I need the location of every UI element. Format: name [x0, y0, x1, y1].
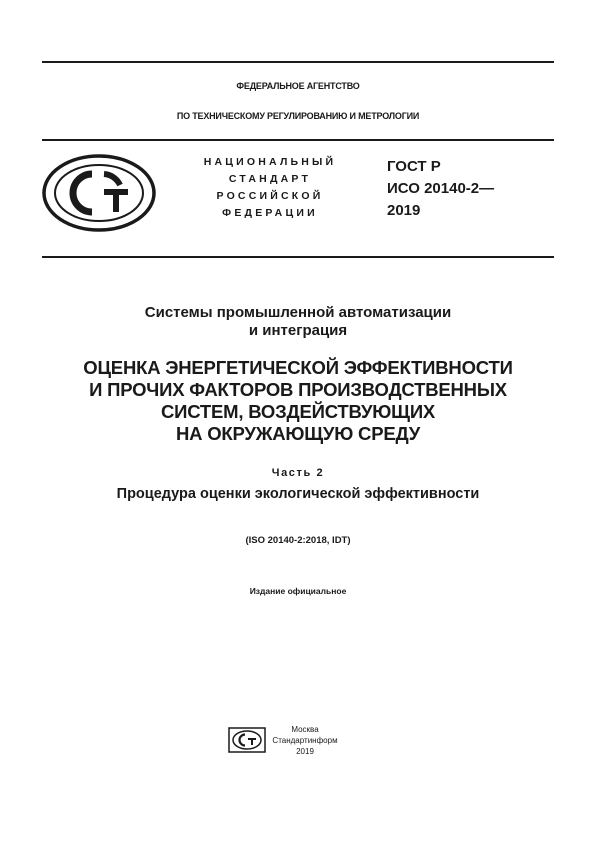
national-line: РОССИЙСКОЙ: [216, 190, 324, 202]
top-rule: [42, 61, 554, 63]
gost-line: ГОСТ Р: [387, 158, 441, 175]
national-standard-label: [180, 154, 360, 222]
title-rule: [42, 256, 554, 258]
publisher-year: 2019: [296, 747, 314, 756]
standartinform-logo-icon: [228, 727, 266, 753]
iso-reference: (ISO 20140-2:2018, IDT): [245, 535, 351, 546]
general-title-line: и интеграция: [248, 322, 348, 339]
gost-line: ИСО 20140-2—: [387, 180, 495, 197]
main-title-line: СИСТЕМ, ВОЗДЕЙСТВУЮЩИХ: [160, 401, 436, 422]
main-title-line: ОЦЕНКА ЭНЕРГЕТИЧЕСКОЙ ЭФФЕКТИВНОСТИ: [83, 357, 513, 378]
publisher-name: Стандартинформ: [272, 736, 338, 745]
header-rule: [42, 139, 554, 141]
part-subtitle: Процедура оценки экологической эффективности: [116, 486, 480, 502]
main-title: [42, 357, 554, 445]
national-line: ФЕДЕРАЦИИ: [222, 207, 318, 219]
publisher-city: Москва: [291, 725, 319, 734]
gost-line: 2019: [387, 202, 421, 219]
general-title: [42, 304, 554, 340]
publisher-block: [265, 724, 345, 757]
national-line: СТАНДАРТ: [228, 173, 312, 185]
agency-name-line1: ФЕДЕРАЛЬНОЕ АГЕНТСТВО: [236, 81, 360, 91]
standard-designation: [387, 156, 494, 222]
part-number: Часть 2: [271, 467, 325, 479]
edition-label: Издание официальное: [249, 586, 347, 596]
general-title-line: Системы промышленной автоматизации: [144, 304, 452, 321]
main-title-line: И ПРОЧИХ ФАКТОРОВ ПРОИЗВОДСТВЕННЫХ: [89, 379, 507, 400]
rst-logo-icon: [40, 152, 158, 234]
agency-name-line2: ПО ТЕХНИЧЕСКОМУ РЕГУЛИРОВАНИЮ И МЕТРОЛОГИИ: [176, 111, 420, 121]
main-title-line: НА ОКРУЖАЮЩУЮ СРЕДУ: [175, 423, 421, 444]
national-line: НАЦИОНАЛЬНЫЙ: [203, 156, 337, 168]
